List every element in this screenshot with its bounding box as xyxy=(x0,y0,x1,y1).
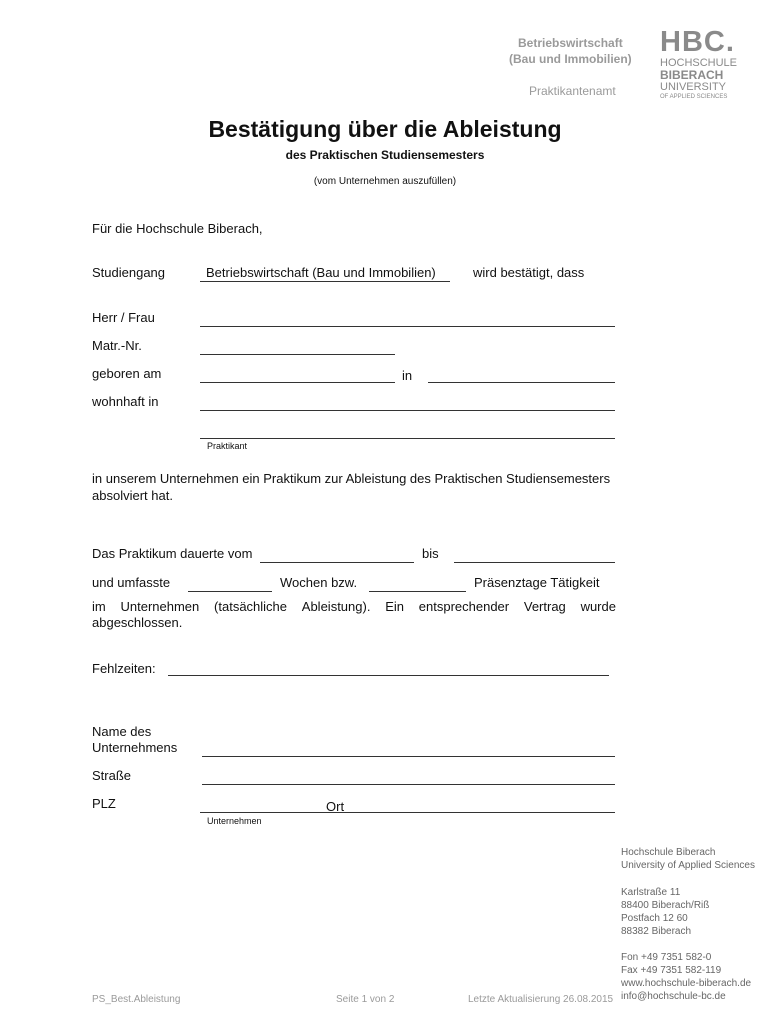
studiengang-value: Betriebswirtschaft (Bau und Immobilien) xyxy=(206,265,436,280)
matr-label: Matr.-Nr. xyxy=(92,338,142,353)
in-label: in xyxy=(402,368,413,383)
paragraph-vertrag-line-1 xyxy=(92,599,616,614)
wohnhaft-label: wohnhaft in xyxy=(92,394,159,409)
fill-note: (vom Unternehmen auszufüllen) xyxy=(313,176,457,187)
footer-updated: Letzte Aktualisierung 26.08.2015 xyxy=(468,994,614,1005)
vertrag-word: wurde xyxy=(580,599,616,614)
website: www.hochschule-biberach.de xyxy=(621,978,752,989)
studiengang-underline xyxy=(200,281,450,282)
wochen-label: Wochen bzw. xyxy=(280,575,358,590)
university-subtitle: University of Applied Sciences xyxy=(621,860,755,871)
vertrag-word: (tatsächliche xyxy=(214,599,288,614)
department-line-1: Betriebswirtschaft xyxy=(518,36,623,50)
document-subtitle: des Praktischen Studiensemesters xyxy=(285,148,485,162)
vertrag-word: Vertrag xyxy=(523,599,566,614)
start-date-field[interactable] xyxy=(260,546,414,563)
praesenztage-label: Präsenztage Tätigkeit xyxy=(474,575,600,590)
logo-wordmark: HBC. xyxy=(660,26,735,58)
days-field[interactable] xyxy=(369,575,466,592)
po-box-city: 88382 Biberach xyxy=(621,926,692,937)
matr-field[interactable] xyxy=(200,338,395,355)
footer-page: Seite 1 von 2 xyxy=(336,994,395,1005)
plz-label: PLZ xyxy=(92,796,116,811)
paragraph-praktikum: in unserem Unternehmen ein Praktikum zur Ableistung des Praktischen Studiensemesters absolviert hat. xyxy=(92,471,611,503)
fehlzeiten-label: Fehlzeiten: xyxy=(92,661,156,676)
vertrag-word: Unternehmen xyxy=(120,599,200,614)
absence-field[interactable] xyxy=(168,659,609,676)
ort-label: Ort xyxy=(326,799,345,814)
phone: Fon +49 7351 582-0 xyxy=(621,952,712,963)
name-field[interactable] xyxy=(200,310,615,327)
strasse-label: Straße xyxy=(92,768,132,783)
logo-line-1: HOCHSCHULE xyxy=(660,57,738,69)
logo-line-2: BIBERACH xyxy=(660,68,724,82)
herr-frau-label: Herr / Frau xyxy=(92,310,155,325)
office-label: Praktikantenamt xyxy=(529,84,616,98)
department-line-2: (Bau und Immobilien) xyxy=(509,52,632,66)
confirmed-text: wird bestätigt, dass xyxy=(473,265,585,280)
university-address xyxy=(621,846,761,1003)
end-date-field[interactable] xyxy=(454,546,615,563)
document-title: Bestätigung über die Ableistung xyxy=(208,116,562,142)
paragraph-vertrag-line-2: abgeschlossen. xyxy=(92,615,183,630)
city-address: 88400 Biberach/Riß xyxy=(621,900,710,911)
po-box: Postfach 12 60 xyxy=(621,913,688,924)
umfasste-label: und umfasste xyxy=(92,575,171,590)
company-name-field[interactable] xyxy=(202,740,615,757)
address-field-1[interactable] xyxy=(200,394,615,411)
street-address: Karlstraße 11 xyxy=(621,887,681,898)
fax: Fax +49 7351 582-119 xyxy=(621,965,722,976)
company-name-label-1: Name des xyxy=(92,724,152,739)
birthdate-field[interactable] xyxy=(200,366,395,383)
logo-line-3: UNIVERSITY xyxy=(660,81,727,93)
email: info@hochschule-bc.de xyxy=(621,991,726,1002)
vertrag-word: entsprechender xyxy=(418,599,510,614)
unternehmen-caption: Unternehmen xyxy=(207,816,262,826)
intro-text: Für die Hochschule Biberach, xyxy=(92,221,263,236)
footer-doc-id: PS_Best.Ableistung xyxy=(92,994,181,1005)
geboren-label: geboren am xyxy=(92,366,162,381)
university-name: Hochschule Biberach xyxy=(621,847,716,858)
bis-label: bis xyxy=(422,546,439,561)
vertrag-word: Ein xyxy=(385,599,404,614)
dauerte-label: Das Praktikum dauerte vom xyxy=(92,546,253,561)
studiengang-label: Studiengang xyxy=(92,265,166,280)
vertrag-word: Ableistung). xyxy=(301,599,371,614)
logo-line-4: OF APPLIED SCIENCES xyxy=(660,94,728,100)
plz-ort-field[interactable] xyxy=(200,796,615,813)
hbc-logo xyxy=(660,28,750,101)
company-name-label-2: Unternehmens xyxy=(92,740,178,755)
birthplace-field[interactable] xyxy=(428,366,615,383)
address-field-2[interactable] xyxy=(200,422,615,439)
praktikant-caption: Praktikant xyxy=(207,441,248,451)
vertrag-word: im xyxy=(92,599,106,614)
street-field[interactable] xyxy=(202,768,615,785)
weeks-field[interactable] xyxy=(188,575,272,592)
